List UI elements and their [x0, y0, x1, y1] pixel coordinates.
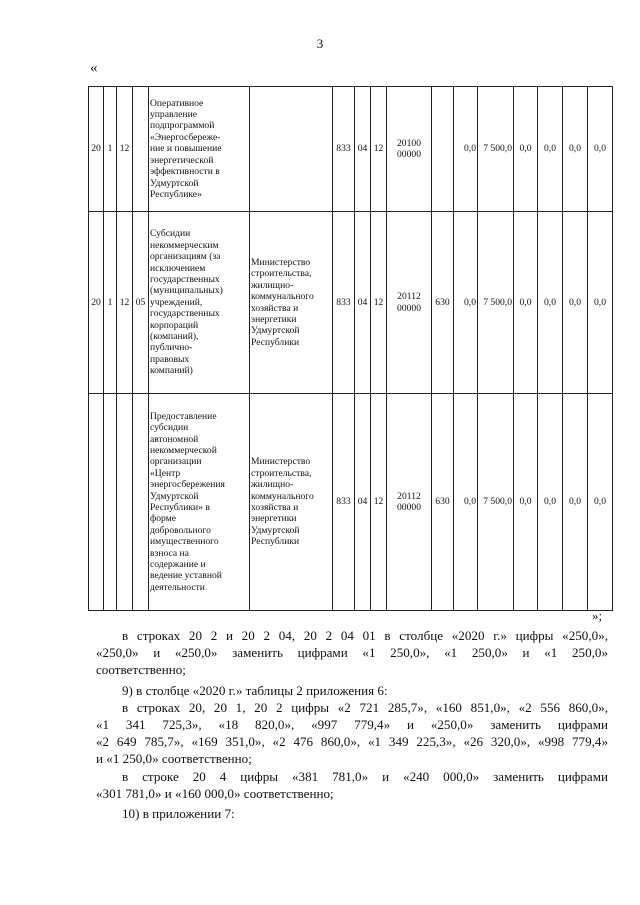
value-cell: 7 500,0 [478, 212, 514, 394]
value-cell: 7 500,0 [478, 394, 514, 611]
value-cell: 0,0 [563, 212, 588, 394]
ministry-cell [250, 87, 333, 212]
text-line: «250,0» и «250,0» заменить цифрами «1 250,0», «1 250,0» и «1 250,0» [96, 645, 608, 660]
table-row [89, 212, 613, 394]
value-cell: 0,0 [563, 87, 588, 212]
value-cell: 0,0 [514, 87, 538, 212]
value-cell: 7 500,0 [478, 87, 514, 212]
vr-code-cell [432, 87, 454, 212]
code-cell [133, 394, 149, 611]
ministry-cell: Министерство строительства, жилищно- коммунального хозяйства и энергетики Удмуртской Республики [250, 394, 333, 611]
opening-quote-mark: « [90, 60, 98, 76]
text-line: «1 341 725,3», «18 820,0», «997 779,4» и «250,0» заменить цифрами [96, 717, 608, 732]
gr-code-cell: 833 [333, 394, 355, 611]
value-cell: 0,0 [454, 212, 478, 394]
csr-code-cell: 20112 00000 [387, 212, 432, 394]
code-cell [89, 394, 104, 611]
pr-code-cell: 12 [371, 394, 387, 611]
table-row [89, 394, 613, 611]
text-line: в строках 20, 20 1, 20 2 цифры «2 721 285,7», «160 851,0», «2 556 860,0», [122, 700, 608, 715]
rz-code-cell: 04 [355, 212, 371, 394]
text-line: в строках 20 2 и 20 2 04, 20 2 04 01 в столбце «2020 г.» цифры «250,0», [122, 628, 608, 643]
pr-code-cell: 12 [371, 212, 387, 394]
value-cell: 0,0 [538, 394, 563, 611]
value-cell: 0,0 [538, 87, 563, 212]
budget-table [88, 86, 613, 611]
ministry-cell: Министерство строительства, жилищно- коммунального хозяйства и энергетики Удмуртской Республики [250, 212, 333, 394]
text-line: «301 781,0» и «160 000,0» соответственно; [96, 786, 334, 801]
csr-code-cell: 20100 00000 [387, 87, 432, 212]
pr-code-cell: 12 [371, 87, 387, 212]
vr-code-cell: 630 [432, 212, 454, 394]
text-line: соответственно; [96, 662, 186, 677]
page-number: 3 [316, 36, 324, 51]
code-cell [104, 394, 117, 611]
program-name-cell: Субсидии некоммерческим организациям (за исключением государственных (муниципальных) учреждений, государственных корпораций (компаний), публично- правовых компаний) [149, 212, 250, 394]
code-cell: 12 [117, 212, 133, 394]
vr-code-cell: 630 [432, 394, 454, 611]
value-cell: 0,0 [563, 394, 588, 611]
text-line: «2 649 785,7», «169 351,0», «2 476 860,0», «1 349 225,3», «26 320,0», «998 779,4» [96, 734, 608, 749]
text-line: и «1 250,0» соответственно; [96, 751, 252, 766]
code-cell: 05 [133, 212, 149, 394]
text-line: в строке 20 4 цифры «381 781,0» и «240 000,0» заменить цифрами [122, 769, 608, 784]
code-cell: 20 [89, 87, 104, 212]
code-cell: 12 [117, 87, 133, 212]
paragraph-rows-20-2 [96, 627, 608, 678]
value-cell: 0,0 [588, 394, 613, 611]
table-row [89, 87, 613, 212]
value-cell: 0,0 [454, 394, 478, 611]
gr-code-cell: 833 [333, 87, 355, 212]
rz-code-cell: 04 [355, 87, 371, 212]
value-cell: 0,0 [454, 87, 478, 212]
value-cell: 0,0 [588, 212, 613, 394]
rz-code-cell: 04 [355, 394, 371, 611]
value-cell: 0,0 [588, 87, 613, 212]
program-name-cell: Предоставление субсидии автономной некоммерческой организации «Центр энергосбережения Удмуртской Республики» в форме добровольного имущественного взноса на содержание и ведение уставной деятельности [149, 394, 250, 611]
paragraph-rows-20 [96, 699, 608, 767]
list-item-9: 9) в столбце «2020 г.» таблицы 2 приложения 6: [122, 683, 388, 698]
csr-code-cell: 20112 00000 [387, 394, 432, 611]
list-item-10: 10) в приложении 7: [122, 806, 235, 821]
value-cell: 0,0 [514, 394, 538, 611]
gr-code-cell: 833 [333, 212, 355, 394]
code-cell [133, 87, 149, 212]
paragraph-row-20-4 [96, 768, 608, 802]
code-cell [117, 394, 133, 611]
program-name-cell: Оперативное управление подпрограммой «Энергосбереже- ние и повышение энергетической эффективности в Удмуртской Республике» [149, 87, 250, 212]
value-cell: 0,0 [514, 212, 538, 394]
code-cell: 1 [104, 212, 117, 394]
code-cell: 20 [89, 212, 104, 394]
closing-quote-mark: »; [592, 608, 603, 623]
value-cell: 0,0 [538, 212, 563, 394]
code-cell: 1 [104, 87, 117, 212]
